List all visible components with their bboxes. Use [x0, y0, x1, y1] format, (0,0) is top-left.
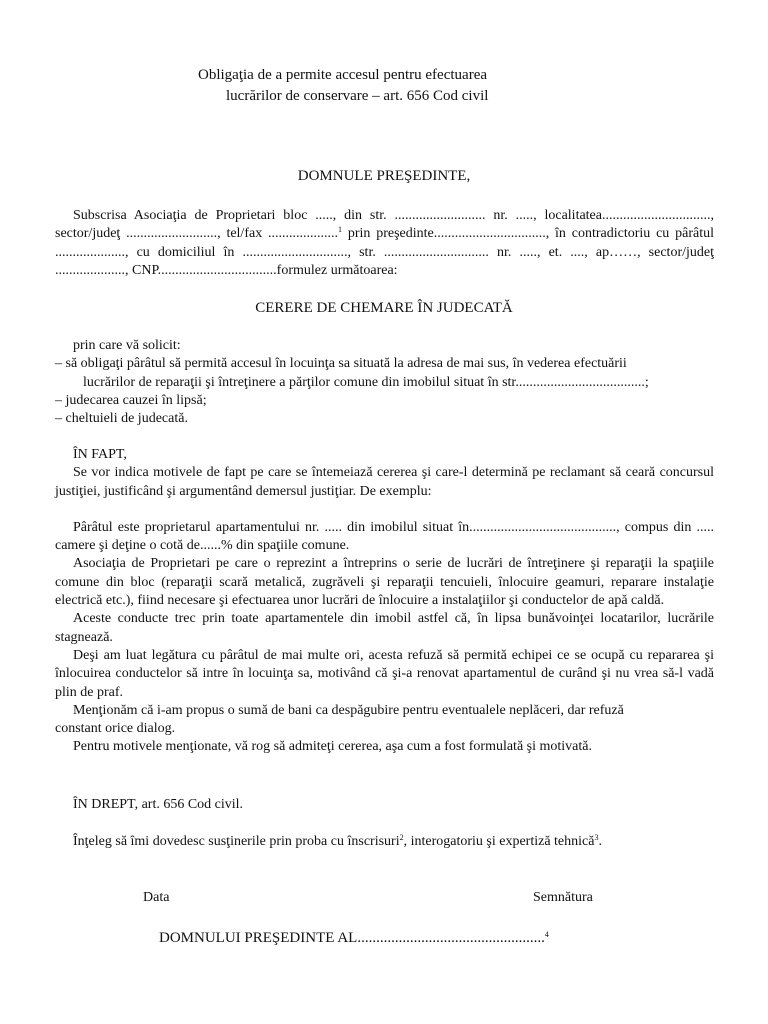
evidence-text-2: , interogatoriu şi expertiză tehnică	[403, 834, 595, 849]
request-item-1: – să obligaţi pârâtul să permită accesul în locuinţa sa situată la adresa de mai sus, în vederea efectuării	[55, 356, 627, 372]
evidence-text-3: .	[598, 834, 602, 849]
document-title	[0, 65, 768, 107]
facts-heading: ÎN FAPT,	[73, 447, 127, 462]
salutation: DOMNULE PREŞEDINTE,	[297, 168, 471, 184]
intro-paragraph	[55, 207, 714, 280]
request-item-3: – cheltuieli de judecată.	[55, 411, 188, 427]
date-label: Data	[143, 890, 170, 905]
evidence-section	[55, 833, 714, 851]
facts-paragraph-6-line-1: Menţionăm că i-am propus o sumă de bani ca despăgubire pentru eventualele neplăceri, dar refuză	[73, 702, 624, 718]
signature-label: Semnătura	[533, 890, 593, 905]
request-heading: CERERE DE CHEMARE ÎN JUDECATĂ	[255, 300, 513, 316]
facts-paragraph-7: Pentru motivele menţionate, vă rog să admiteţi cererea, aşa cum a fost formulată şi motivată.	[73, 739, 592, 755]
request-item-2: – judecarea cauzei în lipsă;	[55, 392, 207, 408]
facts-paragraph-3: Asociaţia de Proprietari pe care o reprezint a întreprins o serie de lucrări de întreţinere şi reparaţii la spaţiile comune din bloc (reparaţii scară metalică, zugrăveli şi reparaţii tencuieli, înlocuire geamuri, reparare instalaţie electrică etc.), fiind necesare şi efectuarea unor lucrări de înlocuire a instalaţiilor şi conductelor de apă caldă.	[55, 556, 714, 609]
law-section	[55, 796, 714, 814]
footnote-ref-4: 4	[544, 930, 549, 939]
facts-paragraph-4: Aceste conducte trec prin toate apartamentele din imobil astfel că, în lipsa bunăvoinţei locatarilor, lucrările stagnează.	[55, 611, 714, 645]
intro-text-2: prin preşedinte................................, în contradictoriu cu pârâtul ...................., cu domiciliul în .............................., str. .............................. nr. ....., et. ...., ap……, sector/judeţ ...................., CNP..................................formulez următoarea:	[55, 226, 714, 278]
footnote-ref-1: 1	[338, 225, 343, 235]
requests-list	[55, 337, 714, 428]
facts-section	[55, 446, 714, 757]
facts-paragraph-6-line-2: constant orice dialog.	[55, 721, 176, 737]
title-line-2: lucrărilor de conservare – art. 656 Cod civil	[226, 88, 489, 104]
law-text: ÎN DREPT, art. 656 Cod civil.	[73, 797, 244, 812]
intro-text-1: Subscrisa Asociaţia de Proprietari bloc ....., din str. .......................... nr. ....., localitatea..............................., sector/judeţ .........................., tel/fax ....................	[55, 208, 714, 242]
facts-paragraph-5: Deşi am luat legătura cu pârâtul de mai multe ori, acesta refuză să permită echipei ce se ocupă cu repararea şi înlocuirea conductelor să intre în locuinţa sa, motivând că şi-a renovat apartamentul de curând şi nu vrea să-l vadă plin de praf.	[55, 647, 714, 700]
addressee-text: DOMNULUI PREŞEDINTE AL..................................................	[159, 930, 545, 946]
addressee-line	[159, 929, 549, 947]
requests-lead: prin care vă solicit:	[73, 338, 181, 353]
title-line-1: Obligaţia de a permite accesul pentru efectuarea	[198, 67, 488, 83]
evidence-text-1: Înţeleg să îmi dovedesc susţinerile prin proba cu înscrisuri	[73, 834, 400, 849]
facts-paragraph-1: Se vor indica motivele de fapt pe care se întemeiază cererea şi care-l determină pe reclamant să ceară concursul justiţiei, justificând şi argumentând demersul justiţiar. De exemplu:	[55, 465, 714, 499]
request-item-1-continued: lucrărilor de reparaţii şi întreţinere a părţilor comune din imobilul situat în str.....................................;	[83, 374, 649, 390]
facts-paragraph-2: Pârâtul este proprietarul apartamentului nr. ..... din imobilul situat în.........................................., compus din ..... camere şi deţine o cotă de......% din spaţiile comune.	[55, 519, 714, 554]
footnote-ref-3: 3	[594, 833, 599, 842]
footnote-ref-2: 2	[399, 833, 404, 842]
